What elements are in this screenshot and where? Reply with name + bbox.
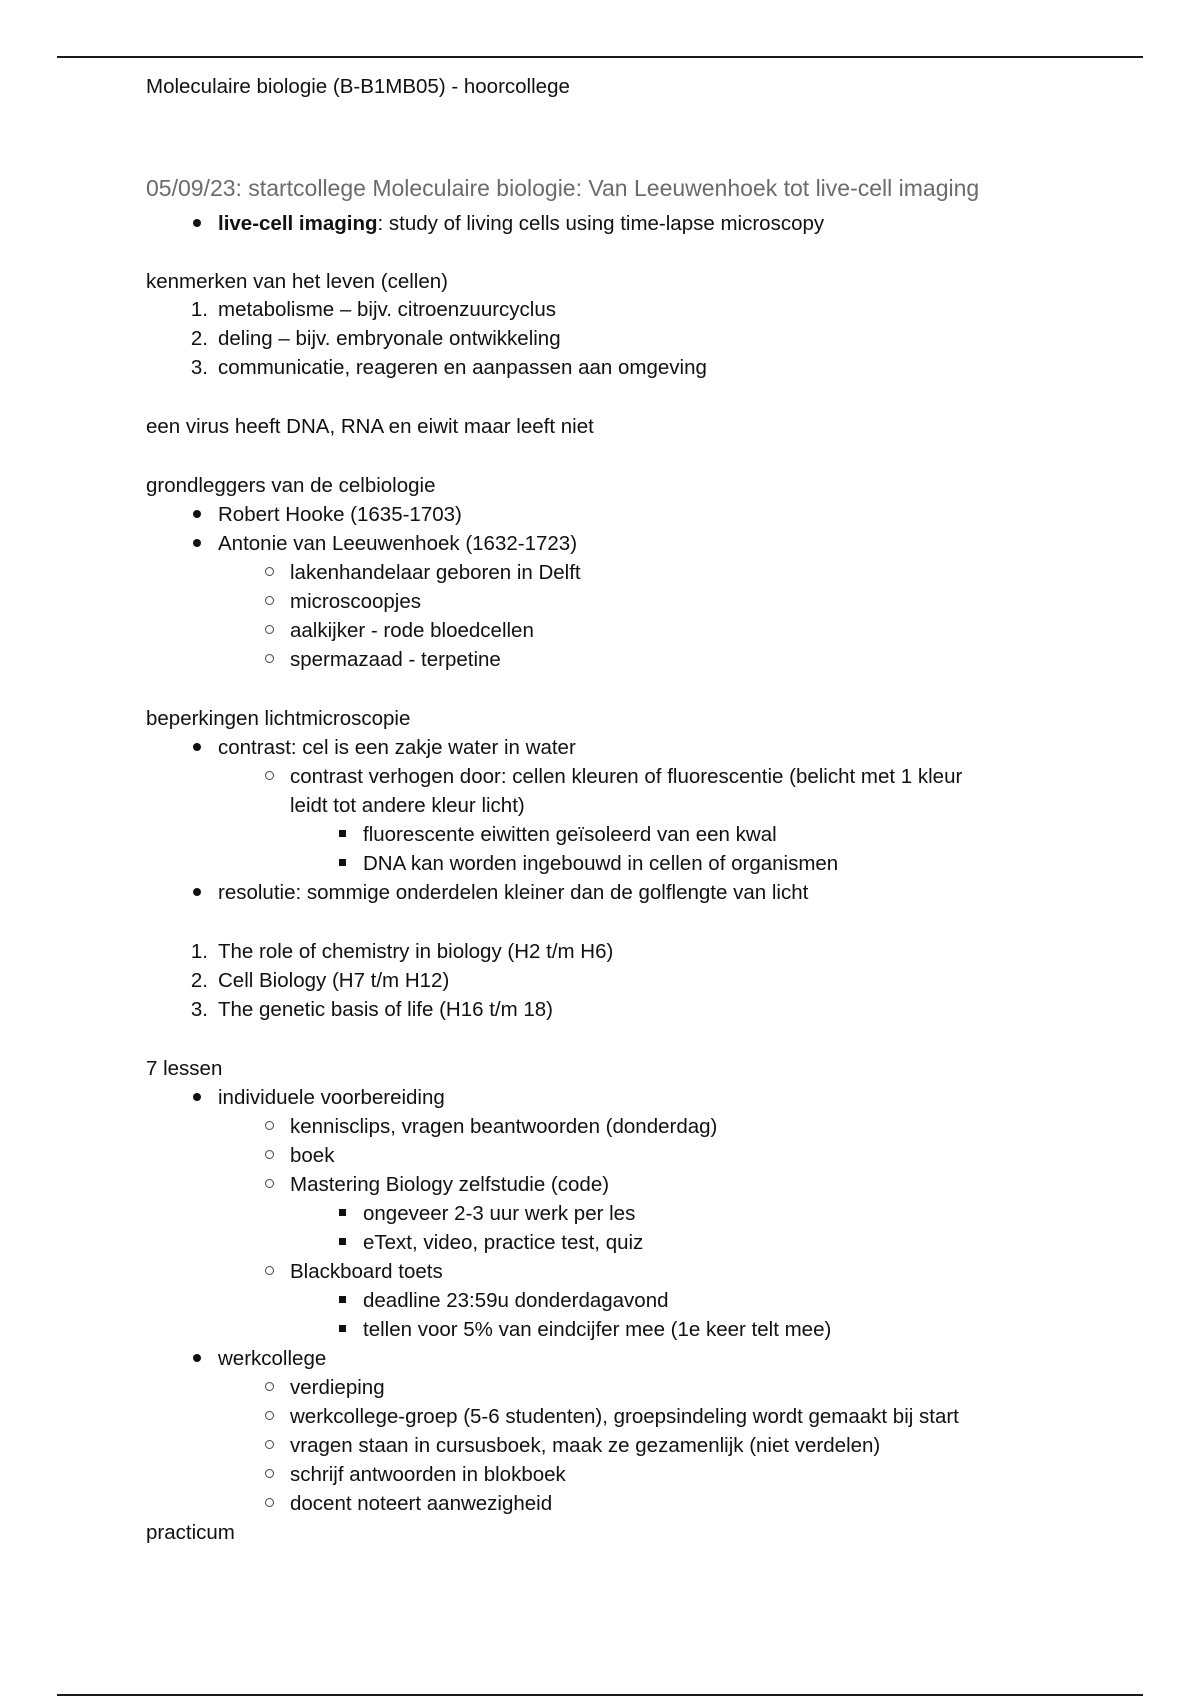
list-item-text: resolutie: sommige onderdelen kleiner dan de golflengte van licht <box>218 881 809 904</box>
bullet-disc-icon <box>182 878 212 907</box>
bullet-disc-icon <box>182 529 212 558</box>
list-item-text: contrast verhogen door: cellen kleuren of fluorescentie (belicht met 1 kleur <box>290 765 963 788</box>
bullet-circle-icon <box>254 1431 284 1460</box>
sub-list-item <box>290 558 581 587</box>
list-number: 2. <box>190 327 208 350</box>
bullet-square-icon <box>327 1199 357 1228</box>
sub-list-item <box>290 1170 609 1199</box>
virus-statement: een virus heeft DNA, RNA en eiwit maar leeft niet <box>146 415 594 438</box>
bullet-disc-icon <box>182 209 212 238</box>
bullet-disc-icon <box>182 733 212 762</box>
list-item-text: contrast: cel is een zakje water in water <box>218 736 576 759</box>
section-lessen-title: 7 lessen <box>146 1057 223 1080</box>
list-item-text: verdieping <box>290 1376 385 1399</box>
bullet-circle-icon <box>254 1402 284 1431</box>
list-item <box>190 937 614 966</box>
sub-list-item <box>290 1431 880 1460</box>
sub-list-item <box>290 1460 566 1489</box>
list-number: 1. <box>190 298 208 321</box>
list-item-text: Blackboard toets <box>290 1260 443 1283</box>
list-item-text: tellen voor 5% van eindcijfer mee (1e keer telt mee) <box>363 1318 832 1341</box>
sub-list-item <box>290 762 962 791</box>
list-item-text: docent noteert aanwezigheid <box>290 1492 553 1515</box>
list-item-text: fluorescente eiwitten geïsoleerd van een kwal <box>363 823 777 846</box>
top-rule <box>57 56 1143 58</box>
bullet-circle-icon <box>254 587 284 616</box>
list-item <box>190 324 561 353</box>
list-item-text: werkcollege <box>218 1347 327 1370</box>
sub-sub-list-item <box>363 1315 831 1344</box>
list-item <box>190 295 556 324</box>
bullet-square-icon <box>327 849 357 878</box>
list-item-text: schrijf antwoorden in blokboek <box>290 1463 566 1486</box>
bullet-circle-icon <box>254 1257 284 1286</box>
bullet-circle-icon <box>254 762 284 791</box>
list-item-text: werkcollege-groep (5-6 studenten), groepsindeling wordt gemaakt bij start <box>290 1405 959 1428</box>
definition-term: live-cell imaging <box>218 212 378 235</box>
list-item <box>218 1083 445 1112</box>
list-item-text: The genetic basis of life (H16 t/m 18) <box>218 998 553 1021</box>
list-item-text: Antonie van Leeuwenhoek (1632-1723) <box>218 532 578 555</box>
bottom-rule <box>57 1694 1143 1696</box>
bullet-circle-icon <box>254 645 284 674</box>
list-item-text: vragen staan in cursusboek, maak ze gezamenlijk (niet verdelen) <box>290 1434 881 1457</box>
list-item <box>190 995 553 1024</box>
list-item-text: deadline 23:59u donderdagavond <box>363 1289 669 1312</box>
sub-list-item <box>290 1373 385 1402</box>
list-item-text: spermazaad - terpetine <box>290 648 501 671</box>
list-item-text: DNA kan worden ingebouwd in cellen of organismen <box>363 852 839 875</box>
sub-list-item <box>290 645 501 674</box>
list-item <box>218 878 808 907</box>
list-number: 2. <box>190 969 208 992</box>
sub-sub-list-item <box>363 849 838 878</box>
list-item <box>218 1344 326 1373</box>
document-header: Moleculaire biologie (B-B1MB05) - hoorcollege <box>146 75 570 98</box>
list-item-text: deling – bijv. embryonale ontwikkeling <box>218 327 561 350</box>
list-item-text: Mastering Biology zelfstudie (code) <box>290 1173 610 1196</box>
list-item-text: microscoopjes <box>290 590 422 613</box>
sub-list-item-continuation: leidt tot andere kleur licht) <box>290 794 525 817</box>
list-item <box>190 353 707 382</box>
list-item-text: The role of chemistry in biology (H2 t/m H6) <box>218 940 614 963</box>
list-item-text: communicatie, reageren en aanpassen aan omgeving <box>218 356 707 379</box>
bullet-square-icon <box>327 1286 357 1315</box>
sub-list-item <box>290 1141 334 1170</box>
section-practicum-title: practicum <box>146 1521 235 1544</box>
list-item-text: ongeveer 2-3 uur werk per les <box>363 1202 636 1225</box>
list-item-text: boek <box>290 1144 335 1167</box>
list-number: 3. <box>190 998 208 1021</box>
lecture-heading: 05/09/23: startcollege Moleculaire biologie: Van Leeuwenhoek tot live-cell imaging <box>146 175 980 201</box>
bullet-circle-icon <box>254 616 284 645</box>
list-item-text: lakenhandelaar geboren in Delft <box>290 561 581 584</box>
list-item <box>218 500 462 529</box>
bullet-circle-icon <box>254 1170 284 1199</box>
list-item-text: aalkijker - rode bloedcellen <box>290 619 534 642</box>
sub-list-item <box>290 1257 443 1286</box>
bullet-circle-icon <box>254 1460 284 1489</box>
bullet-circle-icon <box>254 1112 284 1141</box>
sub-list-item <box>290 1489 552 1518</box>
bullet-circle-icon <box>254 1489 284 1518</box>
bullet-circle-icon <box>254 1141 284 1170</box>
section-grondleggers-title: grondleggers van de celbiologie <box>146 474 436 497</box>
list-number: 1. <box>190 940 208 963</box>
bullet-disc-icon <box>182 1083 212 1112</box>
sub-list-item <box>290 616 534 645</box>
bullet-disc-icon <box>182 1344 212 1373</box>
bullet-square-icon <box>327 1315 357 1344</box>
definition-text: : study of living cells using time-lapse microscopy <box>377 212 825 235</box>
list-item-text: metabolisme – bijv. citroenzuurcyclus <box>218 298 556 321</box>
section-beperkingen-title: beperkingen lichtmicroscopie <box>146 707 411 730</box>
list-item-text: kennisclips, vragen beantwoorden (donderdag) <box>290 1115 718 1138</box>
list-item-text: eText, video, practice test, quiz <box>363 1231 644 1254</box>
definition-item <box>218 209 824 238</box>
section-kenmerken-title: kenmerken van het leven (cellen) <box>146 270 448 293</box>
sub-sub-list-item <box>363 1199 635 1228</box>
list-item-text: Cell Biology (H7 t/m H12) <box>218 969 450 992</box>
bullet-disc-icon <box>182 500 212 529</box>
sub-sub-list-item <box>363 1228 643 1257</box>
sub-list-item <box>290 1112 717 1141</box>
bullet-circle-icon <box>254 1373 284 1402</box>
list-item <box>218 733 576 762</box>
list-item-text: Robert Hooke (1635-1703) <box>218 503 462 526</box>
bullet-square-icon <box>327 820 357 849</box>
list-number: 3. <box>190 356 208 379</box>
sub-sub-list-item <box>363 820 777 849</box>
sub-list-item <box>290 1402 959 1431</box>
sub-list-item <box>290 587 421 616</box>
sub-sub-list-item <box>363 1286 669 1315</box>
list-item-text: individuele voorbereiding <box>218 1086 445 1109</box>
list-item <box>218 529 577 558</box>
bullet-circle-icon <box>254 558 284 587</box>
bullet-square-icon <box>327 1228 357 1257</box>
list-item <box>190 966 450 995</box>
